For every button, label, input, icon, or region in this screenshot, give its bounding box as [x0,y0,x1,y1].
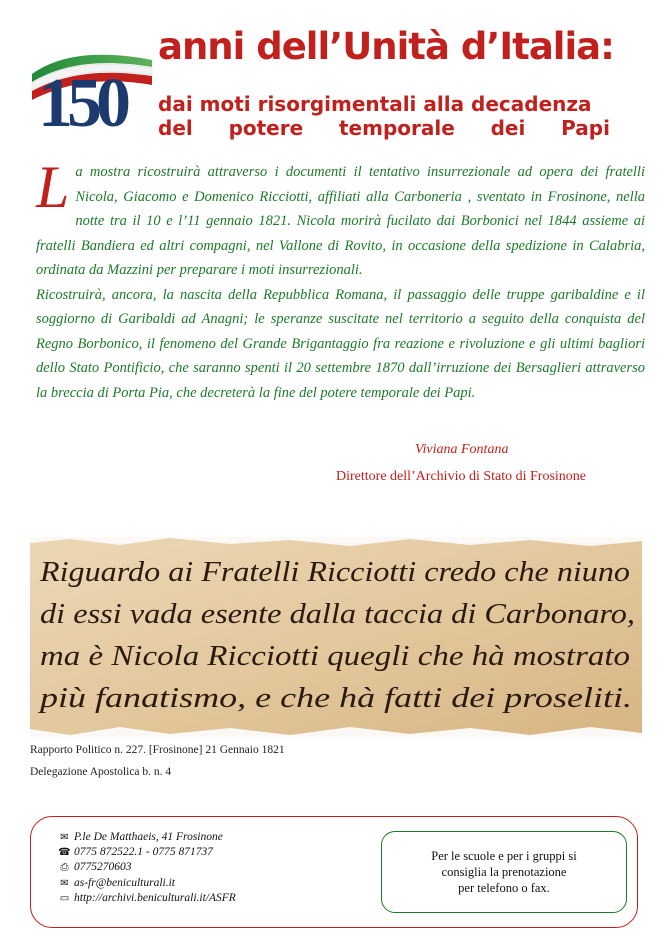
page-title: anni dell’Unità d’Italia: [158,25,614,68]
manuscript-line: Riguardo ai Fratelli Ricciotti credo che niuno [38,556,630,588]
manuscript-line: ma è Nicola Ricciotti quegli che hà mostrato [40,640,630,672]
subtitle-line-1: dai moti risorgimentali alla decadenza [158,92,592,116]
subtitle-word: dei [490,116,526,140]
subtitle-word: potere [228,116,304,140]
computer-icon: ▭ [59,892,70,904]
manuscript-line: di essi vada esente dalla taccia di Carbonaro, [40,598,635,630]
contact-email: ✉ as-fr@beniculturali.it [58,876,236,891]
manuscript-line: più fanatismo, e che hà fatti dei proseliti. [37,682,632,714]
envelope-icon: ✉ [60,832,69,843]
intro-paragraph-1 [36,154,645,283]
subtitle-word: del [158,116,193,140]
subtitle-line-2 [158,118,610,138]
booking-info-line: Per le scuole e per i gruppi si [431,849,577,863]
subtitle-word: Papi [561,116,610,140]
contact-website: ▭ http://archivi.beniculturali.it/ASFR [58,891,236,906]
paragraph-1-text: a mostra ricostruirà attraverso i documenti il tentativo insurrezionale ad opera dei fratelli Nicola, Giacomo e Domenico Ricciotti, affiliati alla Carboneria , sventato in Frosinone, nella notte tra il 10 e l’11 gennaio 1821. Nicola morirà fucilato dai Borbonici nel 1844 assieme ai fratelli Bandiera ed altri compagni, nel Vallone di Rovito, in occasione della spedizione in Calabria, ordinata da Mazzini per preparare i moti insurrezionali. [36,164,645,278]
contact-phone: ☎ 0775 872522.1 - 0775 871737 [58,845,236,860]
signature-name: Viviana Fontana [415,442,509,457]
logo-number: 150 [38,65,125,138]
booking-info-line: consiglia la prenotazione [441,865,567,879]
drop-cap: L [36,154,70,220]
contact-details [58,830,236,906]
manuscript-caption-line-2: Delegazione Apostolica b. n. 4 [30,766,172,778]
subtitle-word: temporale [338,116,455,140]
contact-address: ✉ P.le De Matthaeis, 41 Frosinone [58,830,236,845]
contact-fax: ⎙ 0775270603 [58,860,236,875]
fax-icon: ⎙ [60,862,69,874]
intro-text [36,154,645,405]
manuscript-image [30,537,642,737]
signature-role: Direttore dell’Archivio di Stato di Frosinone [336,469,587,484]
anniversary-150-logo [30,30,155,138]
email-icon: ✉ [60,877,69,889]
intro-paragraph-2: Ricostruirà, ancora, la nascita della Repubblica Romana, il passaggio delle truppe garibaldine e il soggiorno di Garibaldi ad Anagni; le speranze suscitate nel territorio a seguito della conquista del Regno Borbonico, il fenomeno del Grande Brigantaggio fra reazione e rivoluzione e gli ultimi bagliori dello Stato Pontificio, che saranno spenti il 20 settembre 1870 dall’irruzione dei Bersaglieri attraverso la breccia di Porta Pia, che decreterà la fine del potere temporale dei Papi. [36,286,645,401]
booking-info-line: per telefono o fax. [458,881,550,895]
manuscript-caption-line-1: Rapporto Politico n. 227. [Frosinone] 21 Gennaio 1821 [30,744,285,756]
phone-icon: ☎ [58,847,71,859]
booking-info-box [381,831,627,913]
